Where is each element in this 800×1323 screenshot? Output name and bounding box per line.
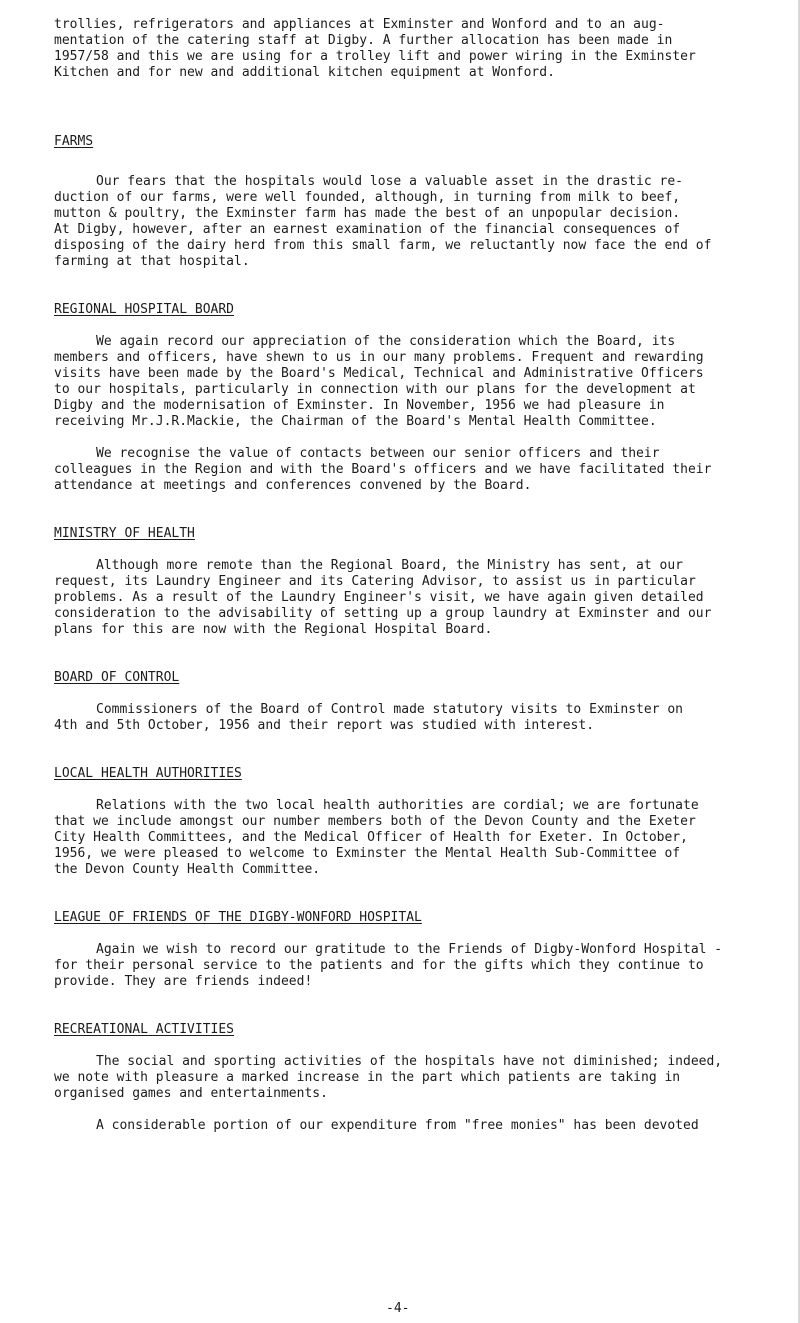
section-heading-league-of-friends: LEAGUE OF FRIENDS OF THE DIGBY-WONFORD HOSPITAL	[54, 910, 422, 925]
paragraph-line: the Devon County Health Committee.	[54, 862, 321, 877]
paragraph-line: We recognise the value of contacts between our senior officers and their	[96, 446, 660, 461]
paragraph-line: problems. As a result of the Laundry Engineer's visit, we have again given detailed	[54, 590, 704, 605]
paragraph-line: duction of our farms, were well founded, although, in turning from milk to beef,	[54, 190, 681, 205]
paragraph-line: farming at that hospital.	[54, 254, 250, 269]
paragraph-line: plans for this are now with the Regional Hospital Board.	[54, 622, 493, 637]
paragraph-line: mutton & poultry, the Exminster farm has made the best of an unpopular decision.	[54, 206, 681, 221]
section-heading-farms: FARMS	[54, 134, 94, 149]
paragraph-line: attendance at meetings and conferences convened by the Board.	[54, 478, 532, 493]
paragraph-line: A considerable portion of our expenditure from "free monies" has been devoted	[96, 1118, 699, 1133]
paragraph-line: we note with pleasure a marked increase in the part which patients are taking in	[54, 1070, 681, 1085]
paragraph-line: that we include amongst our number members both of the Devon County and the Exeter	[54, 814, 696, 829]
section-heading-board-of-control: BOARD OF CONTROL	[54, 670, 180, 685]
section-heading-ministry-of-health: MINISTRY OF HEALTH	[54, 526, 195, 541]
paragraph-line: City Health Committees, and the Medical Officer of Health for Exeter. In October,	[54, 830, 688, 845]
paragraph-line: request, its Laundry Engineer and its Catering Advisor, to assist us in particular	[54, 574, 696, 589]
paragraph-line: Digby and the modernisation of Exminster. In November, 1956 we had pleasure in	[54, 398, 665, 413]
intro-line: 1957/58 and this we are using for a trolley lift and power wiring in the Exminster	[54, 49, 696, 64]
paragraph-line: Although more remote than the Regional Board, the Ministry has sent, at our	[96, 558, 683, 573]
paragraph-line: visits have been made by the Board's Medical, Technical and Administrative Officers	[54, 366, 704, 381]
paragraph-line: organised games and entertainments.	[54, 1086, 328, 1101]
section-heading-recreational-activities: RECREATIONAL ACTIVITIES	[54, 1022, 235, 1037]
paragraph-line: Again we wish to record our gratitude to the Friends of Digby-Wonford Hospital -	[96, 942, 723, 957]
section-heading-local-health-authorities: LOCAL HEALTH AUTHORITIES	[54, 766, 242, 781]
paragraph-line: Our fears that the hospitals would lose a valuable asset in the drastic re-	[96, 174, 683, 189]
paragraph-line: colleagues in the Region and with the Board's officers and we have facilitated their	[54, 462, 712, 477]
paragraph-line: disposing of the dairy herd from this small farm, we reluctantly now face the end of	[54, 238, 712, 253]
intro-line: trollies, refrigerators and appliances at Exminster and Wonford and to an aug-	[54, 17, 665, 32]
paragraph-line: At Digby, however, after an earnest examination of the financial consequences of	[54, 222, 681, 237]
paragraph-line: We again record our appreciation of the consideration which the Board, its	[96, 334, 676, 349]
paragraph-line: for their personal service to the patients and for the gifts which they continue to	[54, 958, 704, 973]
paragraph-line: The social and sporting activities of the hospitals have not diminished; indeed,	[96, 1054, 723, 1069]
paragraph-line: consideration to the advisability of setting up a group laundry at Exminster and our	[54, 606, 712, 621]
intro-line: Kitchen and for new and additional kitchen equipment at Wonford.	[54, 65, 555, 80]
paragraph-line: members and officers, have shewn to us in our many problems. Frequent and rewarding	[54, 350, 704, 365]
paragraph-line: to our hospitals, particularly in connection with our plans for the development at	[54, 382, 696, 397]
paragraph-line: Commissioners of the Board of Control made statutory visits to Exminster on	[96, 702, 683, 717]
paragraph-line: provide. They are friends indeed!	[54, 974, 313, 989]
section-heading-regional-hospital-board: REGIONAL HOSPITAL BOARD	[54, 302, 235, 317]
paragraph-line: Relations with the two local health authorities are cordial; we are fortunate	[96, 798, 699, 813]
paragraph-line: receiving Mr.J.R.Mackie, the Chairman of the Board's Mental Health Committee.	[54, 414, 657, 429]
intro-line: mentation of the catering staff at Digby. A further allocation has been made in	[54, 33, 673, 48]
paragraph-line: 1956, we were pleased to welcome to Exminster the Mental Health Sub-Committee of	[54, 846, 681, 861]
page-number: -4-	[386, 1301, 410, 1316]
paragraph-line: 4th and 5th October, 1956 and their report was studied with interest.	[54, 718, 595, 733]
